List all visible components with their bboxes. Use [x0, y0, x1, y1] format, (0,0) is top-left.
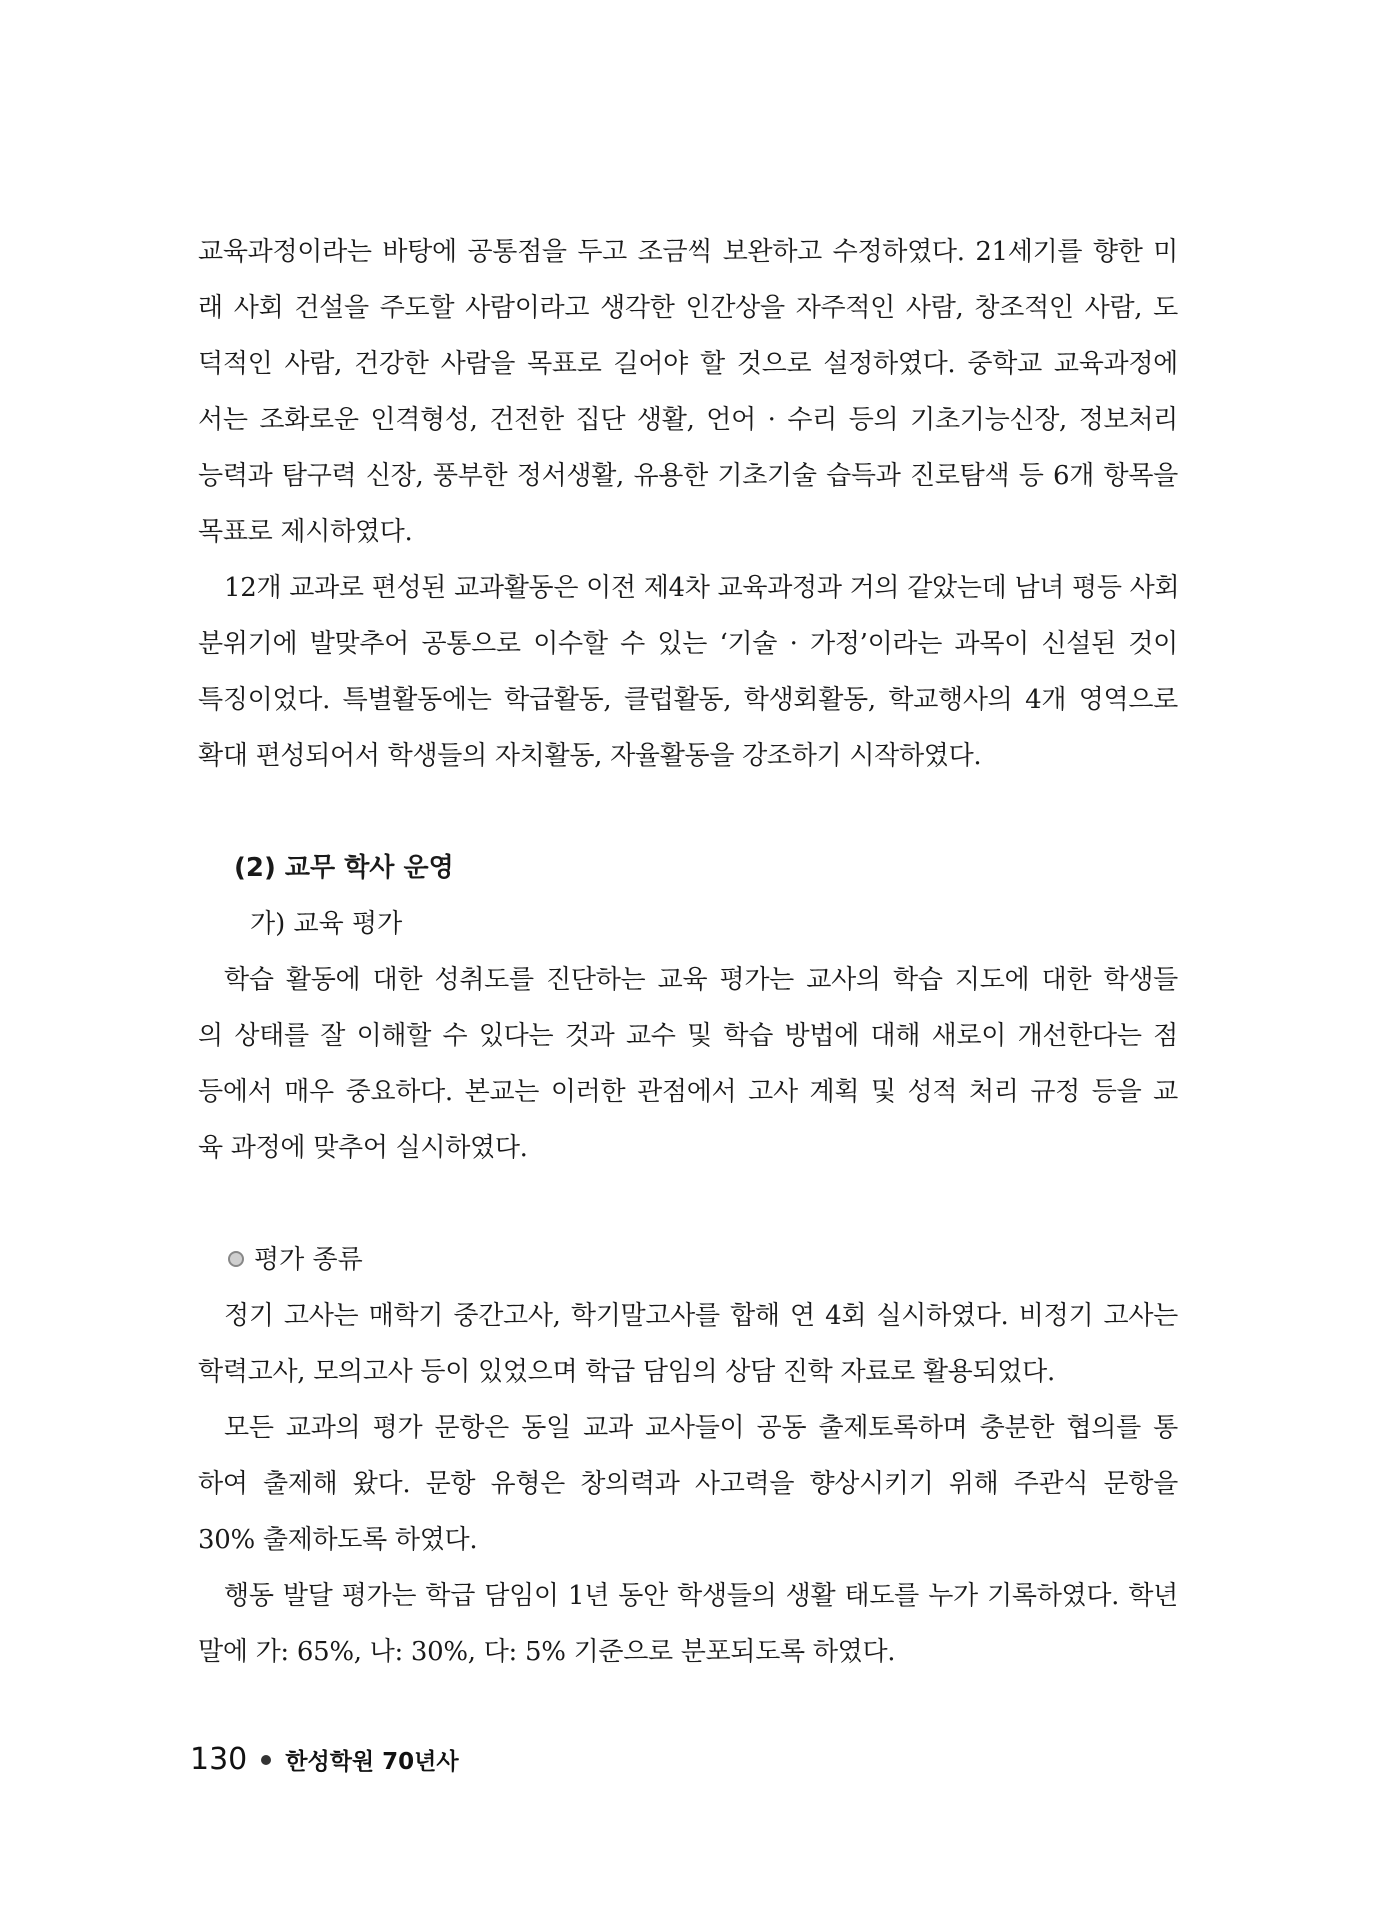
paragraph-regular-exams	[198, 1288, 1178, 1400]
text-line: 덕적인 사람, 건강한 사람을 목표로 길어야 할 것으로 설정하였다. 중학교 교육과정에	[198, 349, 1178, 379]
text-line: 학력고사, 모의고사 등이 있었으며 학급 담임의 상담 진학 자료로 활용되었다.	[198, 1357, 1055, 1387]
page-body	[198, 224, 1178, 1680]
text-line: 확대 편성되어서 학생들의 자치활동, 자율활동을 강조하기 시작하였다.	[198, 741, 982, 771]
text-line: 12개 교과로 편성된 교과활동은 이전 제4차 교육과정과 거의 같았는데 남녀 평등 사회	[224, 573, 1180, 603]
text-line: 특징이었다. 특별활동에는 학급활동, 클럽활동, 학생회활동, 학교행사의 4개 영역으로	[198, 685, 1178, 715]
spacer	[198, 1176, 1178, 1232]
paragraph-education-evaluation	[198, 952, 1178, 1176]
text-line: 목표로 제시하였다.	[198, 517, 413, 547]
bullet-heading	[198, 1232, 1178, 1288]
page-footer	[190, 1742, 459, 1777]
text-line: 말에 가: 65%, 나: 30%, 다: 5% 기준으로 분포되도록 하였다.	[198, 1637, 896, 1667]
spacer	[198, 784, 1178, 840]
book-title: 한성학원 70년사	[285, 1749, 459, 1775]
text-line: 모든 교과의 평가 문항은 동일 교과 교사들이 공동 출제토록하며 충분한 협의를 통	[224, 1413, 1178, 1443]
text-line: 등에서 매우 중요하다. 본교는 이러한 관점에서 고사 계획 및 성적 처리 규정 등을 교	[198, 1077, 1178, 1107]
text-line: 행동 발달 평가는 학급 담임이 1년 동안 학생들의 생활 태도를 누가 기록하였다. 학년	[224, 1581, 1178, 1611]
bullet-icon	[228, 1251, 244, 1267]
text-line: 서는 조화로운 인격형성, 건전한 집단 생활, 언어 · 수리 등의 기초기능신장, 정보처리	[198, 405, 1178, 435]
section-heading: (2) 교무 학사 운영	[234, 853, 454, 883]
text-line: 래 사회 건설을 주도할 사람이라고 생각한 인간상을 자주적인 사람, 창조적인 사람, 도	[198, 293, 1178, 323]
bullet-dot-icon	[261, 1755, 271, 1765]
text-line: 육 과정에 맞추어 실시하였다.	[198, 1133, 528, 1163]
paragraph-behavior-evaluation	[198, 1568, 1178, 1680]
paragraph-curriculum-goals	[198, 224, 1178, 560]
text-line: 하여 출제해 왔다. 문항 유형은 창의력과 사고력을 향상시키기 위해 주관식 문항을	[198, 1469, 1178, 1499]
text-line: 학습 활동에 대한 성취도를 진단하는 교육 평가는 교사의 학습 지도에 대한 학생들	[224, 965, 1178, 995]
bullet-heading-label: 평가 종류	[254, 1245, 363, 1275]
text-line: 분위기에 발맞추어 공통으로 이수할 수 있는 ‘기술 · 가정’이라는 과목이 신설된 것이	[198, 629, 1178, 659]
text-line: 의 상태를 잘 이해할 수 있다는 것과 교수 및 학습 방법에 대해 새로이 개선한다는 점	[198, 1021, 1178, 1051]
text-line: 30% 출제하도록 하였다.	[198, 1525, 478, 1555]
text-line: 교육과정이라는 바탕에 공통점을 두고 조금씩 보완하고 수정하였다. 21세기를 향한 미	[198, 237, 1178, 267]
text-line: 능력과 탐구력 신장, 풍부한 정서생활, 유용한 기초기술 습득과 진로탐색 등 6개 항목을	[198, 461, 1178, 491]
text-line: 정기 고사는 매학기 중간고사, 학기말고사를 합해 연 4회 실시하였다. 비정기 고사는	[224, 1301, 1178, 1331]
paragraph-subject-activities	[198, 560, 1178, 784]
page-number: 130	[190, 1742, 248, 1777]
subsection-heading: 가) 교육 평가	[250, 909, 403, 939]
paragraph-exam-items	[198, 1400, 1178, 1568]
